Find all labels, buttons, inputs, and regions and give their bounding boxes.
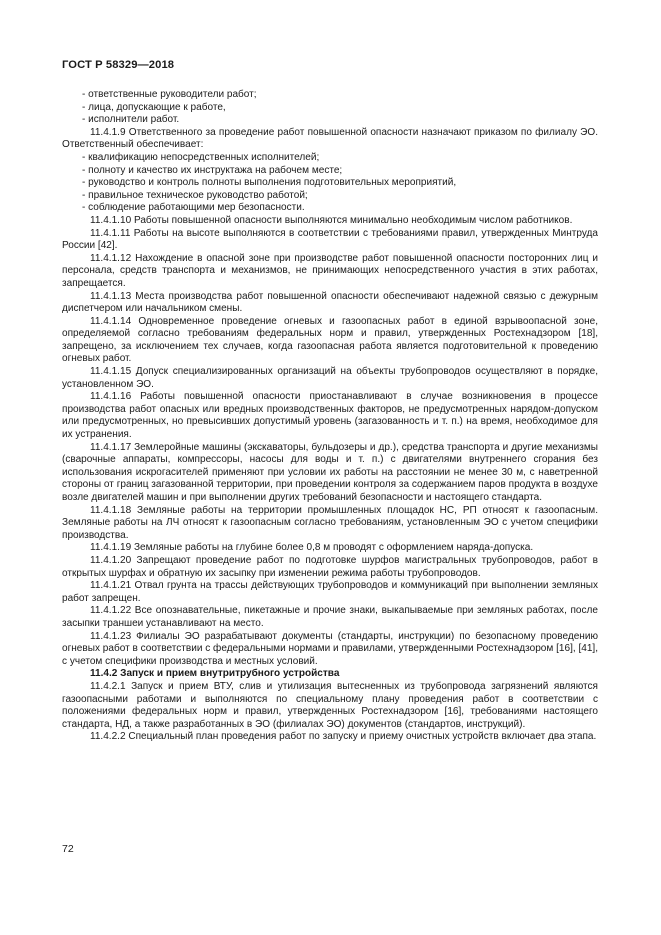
paragraph-11-4-1-16: 11.4.1.16 Работы повышенной опасности приостанавливают в случае возникновения в процессе производства работ опасных или вредных производственных факторов, не предусмотренных нарядом-допуском или предусмотренных, но превысивших допустимый уровень (загазованность и т. п.) на время, необходимое для их устранения. [62, 391, 598, 441]
paragraph-11-4-1-22: 11.4.1.22 Все опознавательные, пикетажные и прочие знаки, выкапываемые при земляных работах, после засыпки траншеи устанавливают на место. [62, 605, 598, 629]
paragraph-11-4-1-13: 11.4.1.13 Места производства работ повышенной опасности обеспечивают надежной связью с дежурным диспетчером или начальником смены. [62, 290, 598, 315]
document-header: ГОСТ Р 58329—2018 [62, 59, 175, 71]
paragraph-11-4-1-21: 11.4.1.21 Отвал грунта на трассы действующих трубопроводов и коммуникаций при выполнении земляных работ запрещен. [62, 580, 598, 604]
paragraph-11-4-1-19: 11.4.1.19 Земляные работы на глубине более 0,8 м проводят с оформлением наряда-допуска. [90, 542, 534, 554]
paragraph-11-4-2-2: 11.4.2.2 Специальный план проведения работ по запуску и приему очистных устройств включает два этапа. [90, 731, 597, 743]
paragraph-11-4-1-23: 11.4.1.23 Филиалы ЭО разрабатывают документы (стандарты, инструкции) по безопасному проведению огневых работ в соответствии с федеральными нормами и правилами, утвержденными Ростехнадзором [16], [41], с учетом специфики производства и местных условий. [62, 630, 598, 667]
paragraph-11-4-1-11: 11.4.1.11 Работы на высоте выполняются в соответствии с требованиями правил, утвержденных Минтруда России [42]. [62, 227, 598, 252]
list-item: - правильное техническое руководство работой; [82, 189, 308, 201]
list-item: - исполнители работ. [82, 114, 180, 126]
paragraph-11-4-1-20: 11.4.1.20 Запрещают проведение работ по подготовке шурфов магистральных трубопроводов, работ в открытых шурфах и обратную их засыпку при изменении режима работы трубопроводов. [62, 554, 598, 579]
list-item: - ответственные руководители работ; [82, 89, 257, 100]
paragraph-11-4-1-12: 11.4.1.12 Нахождение в опасной зоне при производстве работ повышенной опасности посторонних лиц и персонала, средств транспорта и механизмов, не принимающих непосредственного участия в этих работах, запрещается. [62, 252, 598, 289]
paragraph-11-4-1-14: 11.4.1.14 Одновременное проведение огневых и газоопасных работ в единой взрывоопасной зоне, определяемой согласно требованиям федеральных норм и правил, утвержденных Ростехнадзором [18], запрещено, за исключением тех случаев, когда газоопасная работа является подготовительной к проведению огневых работ. [62, 315, 598, 365]
paragraph-11-4-1-10: 11.4.1.10 Работы повышенной опасности выполняются минимально необходимым числом работников. [90, 214, 573, 226]
paragraph-11-4-1-17: 11.4.1.17 Землеройные машины (экскаваторы, бульдозеры и др.), средства транспорта и другие механизмы (сварочные аппараты, компрессоры, насосы для воды и т. п.) с двигателями внутреннего сгорания без использования искрогасителей применяют при условии их работы на расстоянии не менее 30 м, с наветренной стороны от границ загазованной территории, при проведении контроля за содержанием паров продукта в воздухе возле двигателей машин и при выполнении других требований безопасности и настоящего стандарта. [62, 441, 598, 503]
list-item: - соблюдение работающими мер безопасности. [82, 202, 305, 214]
list-item: - квалификацию непосредственных исполнителей; [82, 151, 320, 163]
list-item: - лица, допускающие к работе, [82, 101, 226, 113]
list-item: - полноту и качество их инструктажа на рабочем месте; [82, 164, 343, 176]
paragraph-11-4-1-15: 11.4.1.15 Допуск специализированных организаций на объекты трубопроводов осуществляют в порядке, установленном ЭО. [62, 366, 598, 390]
page-number: 72 [62, 843, 74, 855]
section-heading: 11.4.2 Запуск и прием внутритрубного устройства [90, 668, 340, 680]
paragraph-11-4-1-9: 11.4.1.9 Ответственного за проведение работ повышенной опасности назначают приказом по филиалу ЭО. Ответственный обеспечивает: [62, 126, 598, 151]
paragraph-11-4-2-1: 11.4.2.1 Запуск и прием ВТУ, слив и утилизация вытесненных из трубопровода загрязнений являются газоопасными работами и выполняются по специальному плану проведения работ в соответствии с положениями федеральных норм и правил, утвержденных Ростехнадзором [16], требованиями настоящего стандарта, НД, а также разработанных в ЭО (филиалах ЭО) документов (стандартов, инструкций). [62, 680, 598, 730]
paragraph-11-4-1-18: 11.4.1.18 Земляные работы на территории промышленных площадок НС, РП относят к газоопасным. Земляные работы на ЛЧ относят к газоопасным согласно требованиям, установленным ЭО с учетом специфики производства. [62, 504, 598, 541]
list-item: - руководство и контроль полноты выполнения подготовительных мероприятий, [82, 177, 457, 189]
document-body [62, 89, 598, 744]
